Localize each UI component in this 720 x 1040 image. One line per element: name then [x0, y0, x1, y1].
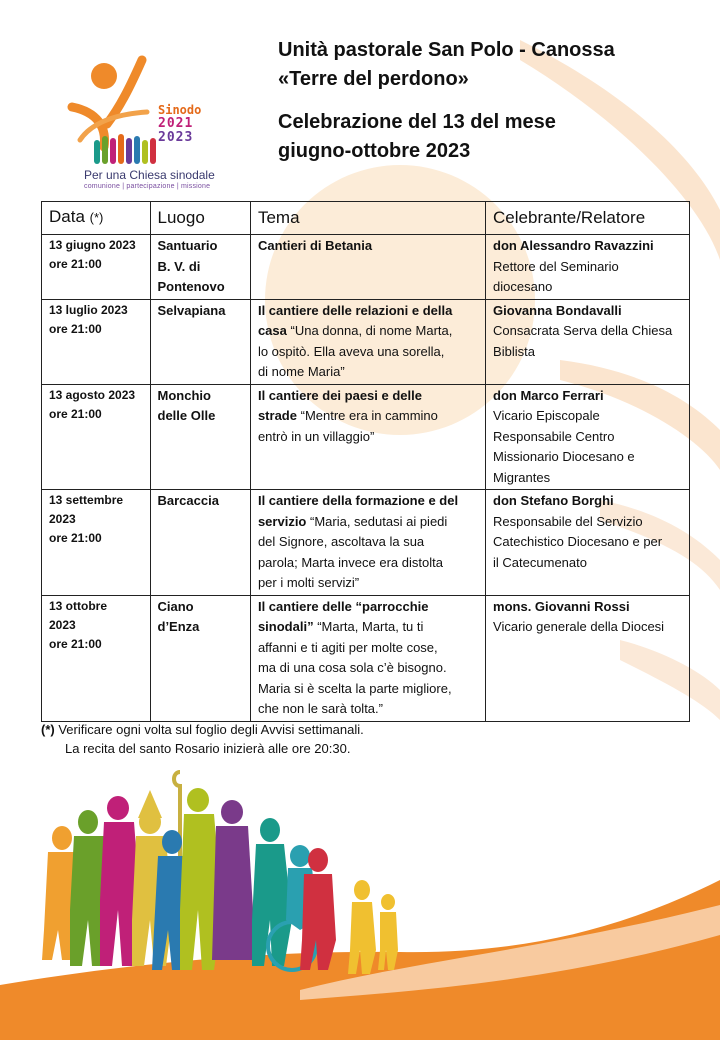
- logo-sinodo-mark: [158, 103, 201, 145]
- cell-place-line: delle Olle: [157, 408, 216, 423]
- cell-place: [150, 299, 250, 384]
- cell-place: [150, 595, 250, 721]
- cell-place-line: Pontenovo: [157, 279, 225, 294]
- footnote-marker: (*): [41, 722, 55, 737]
- celebrant-role: Responsabile Centro: [493, 428, 615, 444]
- header-event-title: Celebrazione del 13 del mese: [278, 111, 556, 133]
- theme-quote: “Una donna, di nome Marta,: [290, 323, 453, 338]
- logo-subtagline: comunione | partecipazione | missione: [84, 183, 211, 190]
- celebrant-role: Migrantes: [493, 469, 551, 485]
- cell-celebrant: [486, 384, 690, 490]
- theme-title: Il cantiere delle “parrocchie: [257, 598, 429, 614]
- table-row: [42, 384, 690, 490]
- table-row: [42, 299, 690, 384]
- celebrant-name: don Alessandro Ravazzini: [493, 238, 654, 253]
- celebrant-role: Consacrata Serva della Chiesa: [493, 323, 673, 338]
- cell-theme: [250, 384, 485, 490]
- column-header-place: Luogo: [150, 202, 250, 235]
- cell-date-line: 13 settembre: [49, 493, 124, 507]
- cell-date: [42, 595, 151, 721]
- cell-place-line: Monchio: [157, 387, 211, 403]
- theme-quote: “Mentre era in cammino: [300, 408, 438, 423]
- celebrant-role: il Catecumenato: [493, 554, 587, 570]
- table-header-row: [42, 202, 690, 235]
- celebrant-role: Rettore del Seminario: [493, 258, 619, 274]
- logo-tagline: Per una Chiesa sinodale: [84, 168, 215, 182]
- cell-place-line: Ciano: [157, 598, 194, 614]
- footnote: [41, 720, 364, 758]
- logo-sun-icon: [91, 63, 117, 89]
- cell-place: [150, 235, 250, 300]
- logo-year-end: 2023: [158, 130, 194, 145]
- theme-quote: di nome Maria”: [257, 364, 345, 379]
- logo-year-start: 2021: [158, 116, 194, 131]
- column-header-celebrant: Celebrante/Relatore: [486, 202, 690, 235]
- header-subtitle: «Terre del perdono»: [278, 68, 469, 90]
- cell-celebrant: [486, 595, 690, 721]
- cell-theme: [250, 235, 485, 300]
- header-period: giugno-ottobre 2023: [278, 140, 471, 162]
- cell-celebrant: [486, 490, 690, 596]
- cell-date-line: 2023: [49, 617, 76, 632]
- cell-celebrant: [486, 235, 690, 300]
- table-row: [42, 595, 690, 721]
- cell-date-line: ore 21:00: [49, 636, 102, 651]
- logo-word: Sinodo: [158, 103, 202, 117]
- logo-people-icon: [94, 134, 156, 164]
- cell-date-line: 13 ottobre: [49, 598, 108, 613]
- celebrant-role: Biblista: [493, 343, 535, 359]
- cell-date-line: 13 agosto 2023: [49, 387, 136, 402]
- theme-title: sinodali”: [257, 619, 314, 634]
- cell-place: [150, 490, 250, 596]
- cell-date-line: ore 21:00: [49, 406, 102, 421]
- theme-title: servizio: [257, 513, 307, 529]
- theme-quote: entrò in un villaggio”: [257, 428, 375, 444]
- theme-quote: ma di una cosa sola c’è bisogno.: [257, 660, 447, 675]
- theme-quote: “Marta, Marta, tu ti: [317, 619, 424, 634]
- cell-date-line: 13 giugno 2023: [49, 238, 136, 252]
- celebrant-role: diocesano: [493, 279, 553, 294]
- theme-title: Il cantiere delle relazioni e della: [257, 302, 453, 318]
- cell-place-line: Santuario: [157, 238, 218, 253]
- cell-theme: [250, 595, 485, 721]
- footnote-line-2: La recita del santo Rosario inizierà alle ore 20:30.: [65, 741, 351, 756]
- theme-quote: affanni e ti agiti per molte cose,: [257, 639, 438, 655]
- cell-place-line: Barcaccia: [157, 493, 219, 508]
- people-silhouettes-icon: [42, 772, 398, 974]
- theme-title: casa: [257, 323, 287, 338]
- cell-date-line: 13 luglio 2023: [49, 302, 128, 317]
- theme-title: Il cantiere dei paesi e delle: [257, 387, 422, 403]
- theme-quote: parola; Marta invece era distolta: [257, 554, 443, 570]
- cell-date: [42, 235, 151, 300]
- cell-celebrant: [486, 299, 690, 384]
- theme-quote: per i molti servizi”: [257, 575, 360, 590]
- theme-quote: che non le sarà tolta.”: [257, 701, 383, 716]
- cell-place-line: Selvapiana: [157, 302, 226, 318]
- schedule-table: [41, 201, 690, 722]
- theme-title: strade: [257, 408, 297, 423]
- celebrant-role: Vicario Episcopale: [493, 408, 600, 423]
- header-unit-title: Unità pastorale San Polo - Canossa: [278, 39, 615, 61]
- celebrant-name: don Marco Ferrari: [493, 387, 604, 403]
- theme-title: Cantieri di Betania: [257, 238, 373, 253]
- synod-people-illustration: [0, 760, 720, 1040]
- cell-theme: [250, 299, 485, 384]
- page-header: [278, 36, 615, 166]
- column-header-date: Data (*): [42, 202, 151, 235]
- celebrant-role: Vicario generale della Diocesi: [493, 619, 665, 634]
- footnote-line-1: Verificare ogni volta sul foglio degli Avvisi settimanali.: [54, 722, 364, 737]
- table-row: [42, 490, 690, 596]
- celebrant-role: Catechistico Diocesano e per: [493, 534, 663, 549]
- column-header-theme: Tema: [250, 202, 485, 235]
- theme-quote: lo ospitò. Ella aveva una sorella,: [257, 343, 445, 359]
- cell-place-line: d’Enza: [157, 619, 200, 634]
- cell-date: [42, 299, 151, 384]
- theme-title: Il cantiere della formazione e del: [257, 493, 459, 508]
- cell-date-line: ore 21:00: [49, 321, 102, 336]
- theme-quote: del Signore, ascoltava la sua: [257, 534, 425, 549]
- cell-place-line: B. V. di: [157, 258, 201, 274]
- cell-place: [150, 384, 250, 490]
- theme-quote: “Maria, sedutasi ai piedi: [310, 513, 448, 529]
- cell-date: [42, 490, 151, 596]
- celebrant-name: don Stefano Borghi: [493, 493, 614, 508]
- cell-date-line: 2023: [49, 512, 76, 526]
- cell-theme: [250, 490, 485, 596]
- celebrant-name: Giovanna Bondavalli: [493, 302, 622, 318]
- cell-date-line: ore 21:00: [49, 257, 102, 271]
- celebrant-role: Missionario Diocesano e: [493, 449, 635, 464]
- celebrant-role: Responsabile del Servizio: [493, 513, 643, 529]
- cell-date: [42, 384, 151, 490]
- theme-quote: Maria si è scelta la parte migliore,: [257, 680, 452, 696]
- celebrant-name: mons. Giovanni Rossi: [493, 598, 630, 614]
- cell-date-line: ore 21:00: [49, 531, 102, 545]
- table-row: [42, 235, 690, 300]
